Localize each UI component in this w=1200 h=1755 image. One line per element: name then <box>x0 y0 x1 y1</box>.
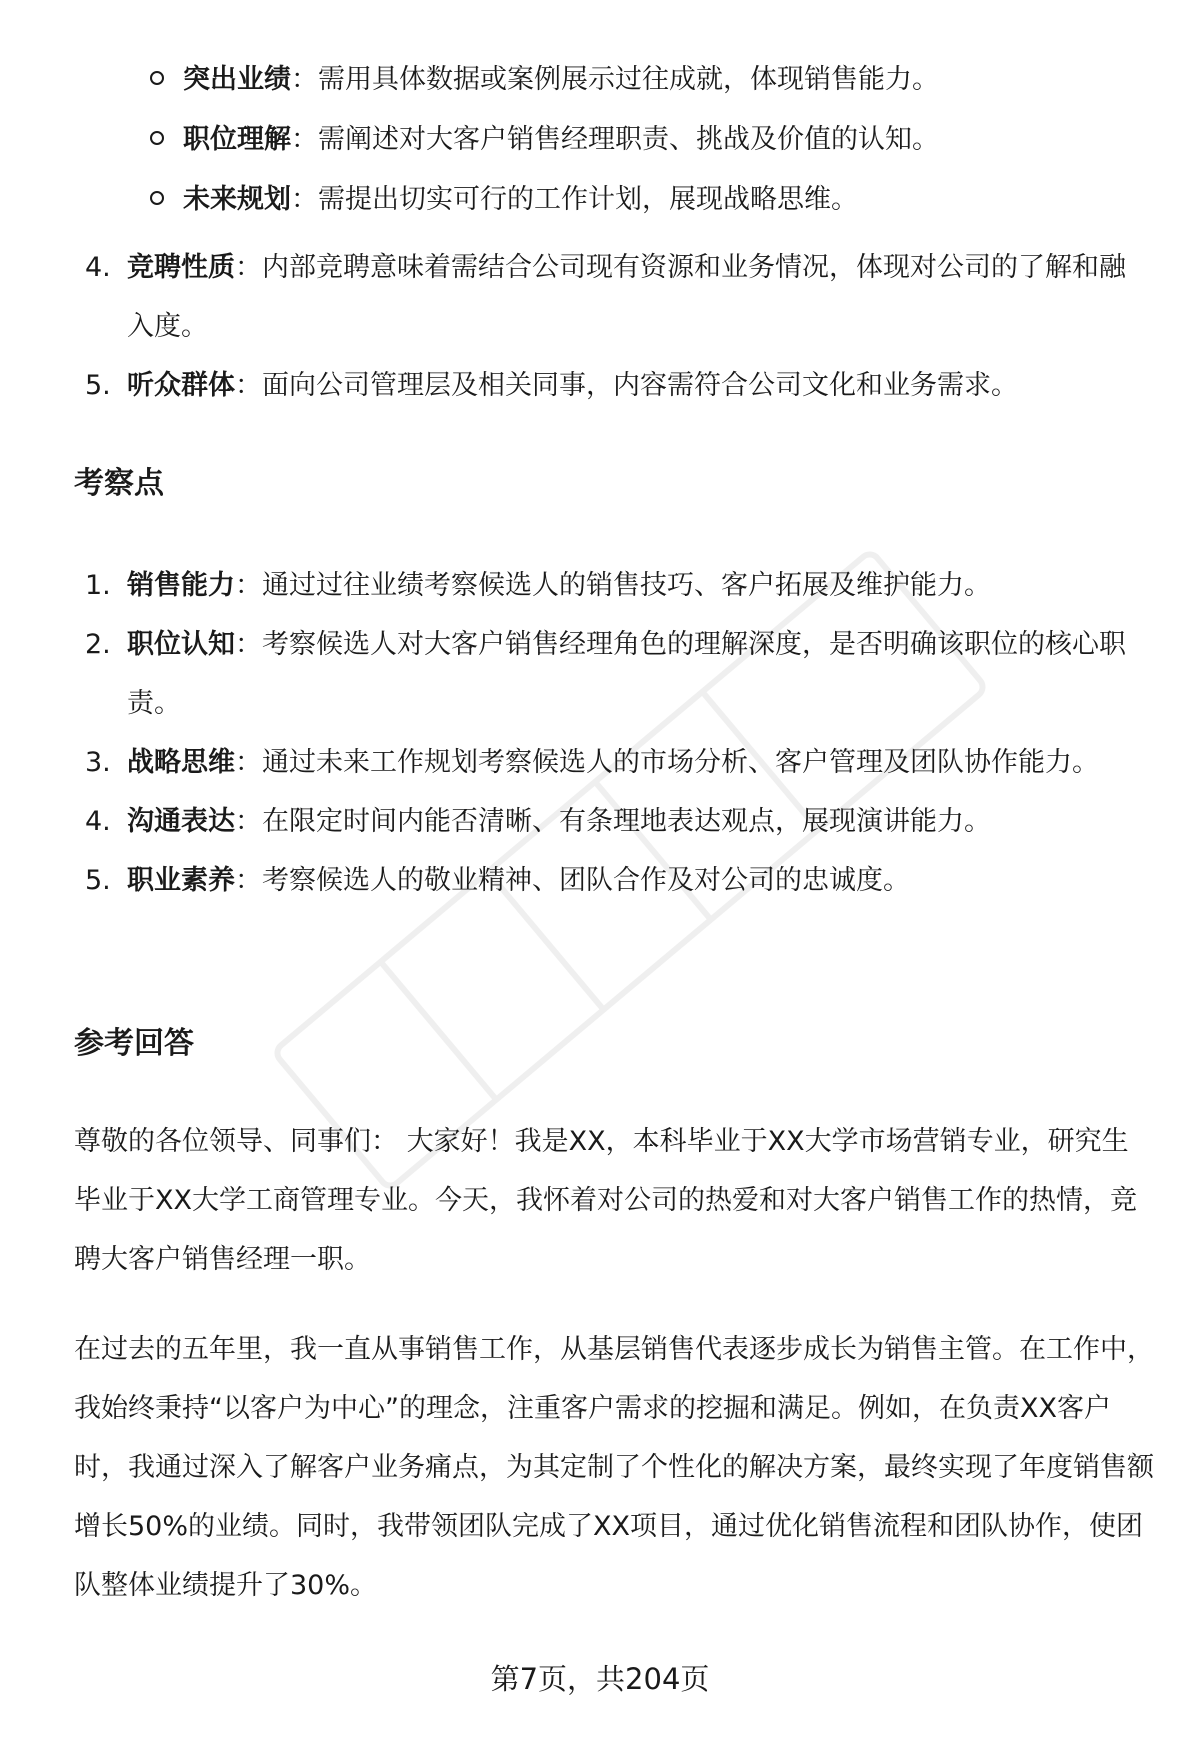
list-item <box>85 851 1145 910</box>
item-term: 竞聘性质 <box>127 252 235 283</box>
bullet-circle-icon <box>150 71 164 85</box>
bullet-text: 需用具体数据或案例展示过往成就，体现销售能力。 <box>318 64 939 95</box>
list-number: 5. <box>85 865 111 896</box>
item-term: 职业素养 <box>127 865 235 896</box>
list-item <box>85 615 1145 733</box>
requirements-list <box>85 238 1145 415</box>
item-separator: ： <box>235 570 262 601</box>
item-separator: ： <box>235 865 262 896</box>
answer-paragraph-2: 在过去的五年里，我一直从事销售工作，从基层销售代表逐步成长为销售主管。在工作中，我始终秉持“以客户为中心”的理念，注重客户需求的挖掘和满足。例如，在负责XX客户时，我通过深入了解客户业务痛点，为其定制了个性化的解决方案，最终实现了年度销售额增长50%的业绩。同时，我带领团队完成了XX项目，通过优化销售流程和团队协作，使团队整体业绩提升了30%。 <box>74 1334 1154 1601</box>
sub-bullet-list <box>150 62 1150 242</box>
item-text: 在限定时间内能否清晰、有条理地表达观点，展现演讲能力。 <box>262 806 991 837</box>
list-number: 2. <box>85 629 111 660</box>
item-text: 面向公司管理层及相关同事，内容需符合公司文化和业务需求。 <box>262 370 1018 401</box>
list-number: 3. <box>85 747 111 778</box>
section-heading-cankao: 参考回答 <box>74 1026 194 1061</box>
item-text: 考察候选人对大客户销售经理角色的理解深度，是否明确该职位的核心职责。 <box>127 629 1126 719</box>
bullet-separator: ： <box>291 184 318 215</box>
bullet-separator: ： <box>291 64 318 95</box>
list-number: 5. <box>85 370 111 401</box>
list-item <box>85 556 1145 615</box>
sub-bullet-item <box>150 62 1150 122</box>
item-separator: ： <box>235 252 262 283</box>
item-separator: ： <box>235 747 262 778</box>
bullet-term: 职位理解 <box>183 124 291 155</box>
item-separator: ： <box>235 370 262 401</box>
item-term: 听众群体 <box>127 370 235 401</box>
bullet-term: 突出业绩 <box>183 64 291 95</box>
bullet-term: 未来规划 <box>183 184 291 215</box>
page-footer: 第7页，共204页 <box>490 1662 710 1696</box>
item-term: 战略思维 <box>127 747 235 778</box>
bullet-circle-icon <box>150 131 164 145</box>
item-term: 沟通表达 <box>127 806 235 837</box>
item-text: 考察候选人的敬业精神、团队合作及对公司的忠诚度。 <box>262 865 910 896</box>
bullet-separator: ： <box>291 124 318 155</box>
list-number: 1. <box>85 570 111 601</box>
list-number: 4. <box>85 252 111 283</box>
bullet-text: 需提出切实可行的工作计划，展现战略思维。 <box>318 184 858 215</box>
bullet-text: 需阐述对大客户销售经理职责、挑战及价值的认知。 <box>318 124 939 155</box>
item-term: 职位认知 <box>127 629 235 660</box>
list-item <box>85 792 1145 851</box>
sub-bullet-item <box>150 182 1150 242</box>
list-number: 4. <box>85 806 111 837</box>
list-item <box>85 733 1145 792</box>
item-text: 通过过往业绩考察候选人的销售技巧、客户拓展及维护能力。 <box>262 570 991 601</box>
item-separator: ： <box>235 806 262 837</box>
section-heading-kaochadian: 考察点 <box>74 466 164 501</box>
item-separator: ： <box>235 629 262 660</box>
item-text: 内部竞聘意味着需结合公司现有资源和业务情况，体现对公司的了解和融入度。 <box>127 252 1126 342</box>
list-item <box>85 356 1145 415</box>
assessment-list <box>85 556 1145 910</box>
item-term: 销售能力 <box>127 570 235 601</box>
item-text: 通过未来工作规划考察候选人的市场分析、客户管理及团队协作能力。 <box>262 747 1099 778</box>
answer-paragraph-1: 尊敬的各位领导、同事们： 大家好！我是XX，本科毕业于XX大学市场营销专业，研究生毕业于XX大学工商管理专业。今天，我怀着对公司的热爱和对大客户销售工作的热情，竞聘大客户销售经理一职。 <box>74 1126 1137 1275</box>
sub-bullet-item <box>150 122 1150 182</box>
list-item <box>85 238 1145 356</box>
bullet-circle-icon <box>150 191 164 205</box>
